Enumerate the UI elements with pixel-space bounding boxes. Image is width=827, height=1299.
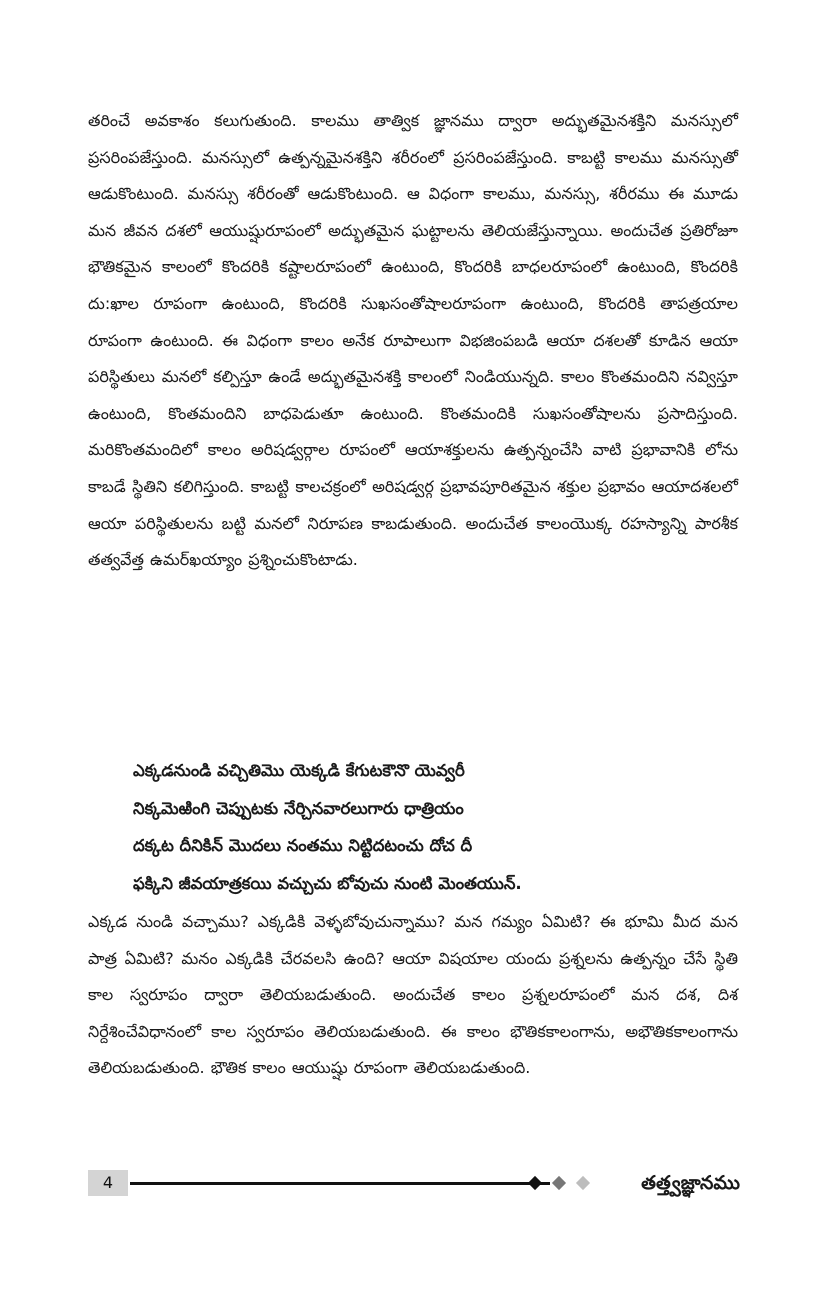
- poem-line-2: నిక్కమెఱింగి చెప్పుటకు నేర్చినవారలుగారు ధాత్రియం: [133, 798, 464, 818]
- book-title: తత్త్వజ్ఞానము: [641, 1172, 740, 1194]
- poem-verse: [133, 752, 693, 903]
- diamond-icon-dark: [528, 1176, 542, 1190]
- poem-line-3: దక్కట దీనికిన్ మొదలు నంతము నిట్టిదటంచు దోచ దీ: [133, 836, 473, 856]
- poem-line-4: ఫక్కిని జీవయాత్రకయి వచ్చుచు బోవుచు నుంటి మెంతయున్.: [133, 874, 522, 894]
- footer-rule: [130, 1182, 550, 1185]
- diamond-icon-light: [576, 1176, 590, 1190]
- page-number: 4: [88, 1170, 128, 1196]
- body-paragraph-1: తరించే అవకాశం కలుగుతుంది. కాలము తాత్విక జ్ఞానము ద్వారా అద్భుతమైనశక్తిని మనస్సులో ప్రసరింపజేస్తుంది. మనస్సులో ఉత్పన్నమైనశక్తిని శరీరంలో ప్రసరింపజేస్తుంది. కాబట్టి కాలము మనస్సుతో ఆడుకొంటుంది. మనస్సు శరీరంతో ఆడుకొంటుంది. ఆ విధంగా కాలము, మనస్సు, శరీరము ఈ మూడు మన జీవన దశలో ఆయుష్షురూపంలో అద్భుతమైన ఘట్టాలను తెలియజేస్తున్నాయి. అందుచేత ప్రతిరోజూ భౌతికమైన కాలంలో కొందరికి కష్టాలరూపంలో ఉంటుంది, కొందరికి బాధలరూపంలో ఉంటుంది, కొందరికి దు:ఖాల రూపంగా ఉంటుంది, కొందరికి సుఖసంతోషాలరూపంగా ఉంటుంది, కొందరికి తాపత్రయాల రూపంగా ఉంటుంది. ఈ విధంగా కాలం అనేక రూపాలుగా విభజింపబడి ఆయా దశలతో కూడిన ఆయా పరిస్థితులు మనలో కల్పిస్తూ ఉండే అద్భుతమైనశక్తి కాలంలో నిండియున్నది. కాలం కొంతమందిని నవ్విస్తూ ఉంటుంది, కొంతమందిని బాధపెడుతూ ఉంటుంది. కొంతమందికి సుఖసంతోషాలను ప్రసాదిస్తుంది. మరికొంతమందిలో కాలం అరిషడ్వర్గాల రూపంలో ఆయాశక్తులను ఉత్పన్నంచేసి వాటి ప్రభావానికి లోను కాబడే స్థితిని కలిగిస్తుంది. కాబట్టి కాలచక్రంలో అరిషడ్వర్గ ప్రభావపూరితమైన శక్తుల ప్రభావం ఆయాదశలలో ఆయా పరిస్థితులను బట్టి మనలో నిరూపణ కాబడుతుంది. అందుచేత కాలంయొక్క రహస్యాన్ని పారశీక తత్వవేత్త ఉమర్‌ఖయ్యాం ప్రశ్నించుకొంటాడు.: [88, 111, 738, 570]
- poem-line-1: ఎక్కడనుండి వచ్చితిమొ యెక్కడి కేగుటకౌనొ యెవ్వరీ: [133, 761, 465, 780]
- page-footer: [88, 1169, 740, 1197]
- diamond-ornament-icon: [528, 1176, 608, 1192]
- diamond-icon-medium: [552, 1176, 566, 1190]
- body-paragraph-2: ఎక్కడ నుండి వచ్చాము? ఎక్కడికి వెళ్ళబోవుచున్నాము? మన గమ్యం ఏమిటి? ఈ భూమి మీద మన పాత్ర ఏమిటి? మనం ఎక్కడికి చేరవలసి ఉంది? ఆయా విషయాల యందు ప్రశ్నలను ఉత్పన్నం చేసే స్థితి కాల స్వరూపం ద్వారా తెలియబడుతుంది. అందుచేత కాలం ప్రశ్నలరూపంలో మన దశ, దిశ నిర్దేశించేవిధానంలో కాల స్వరూపం తెలియబడుతుంది. ఈ కాలం భౌతికకాలంగాను, అభౌతికకాలంగాను తెలియబడుతుంది. భౌతిక కాలం ఆయుష్షు రూపంగా తెలియబడుతుంది.: [88, 912, 738, 1078]
